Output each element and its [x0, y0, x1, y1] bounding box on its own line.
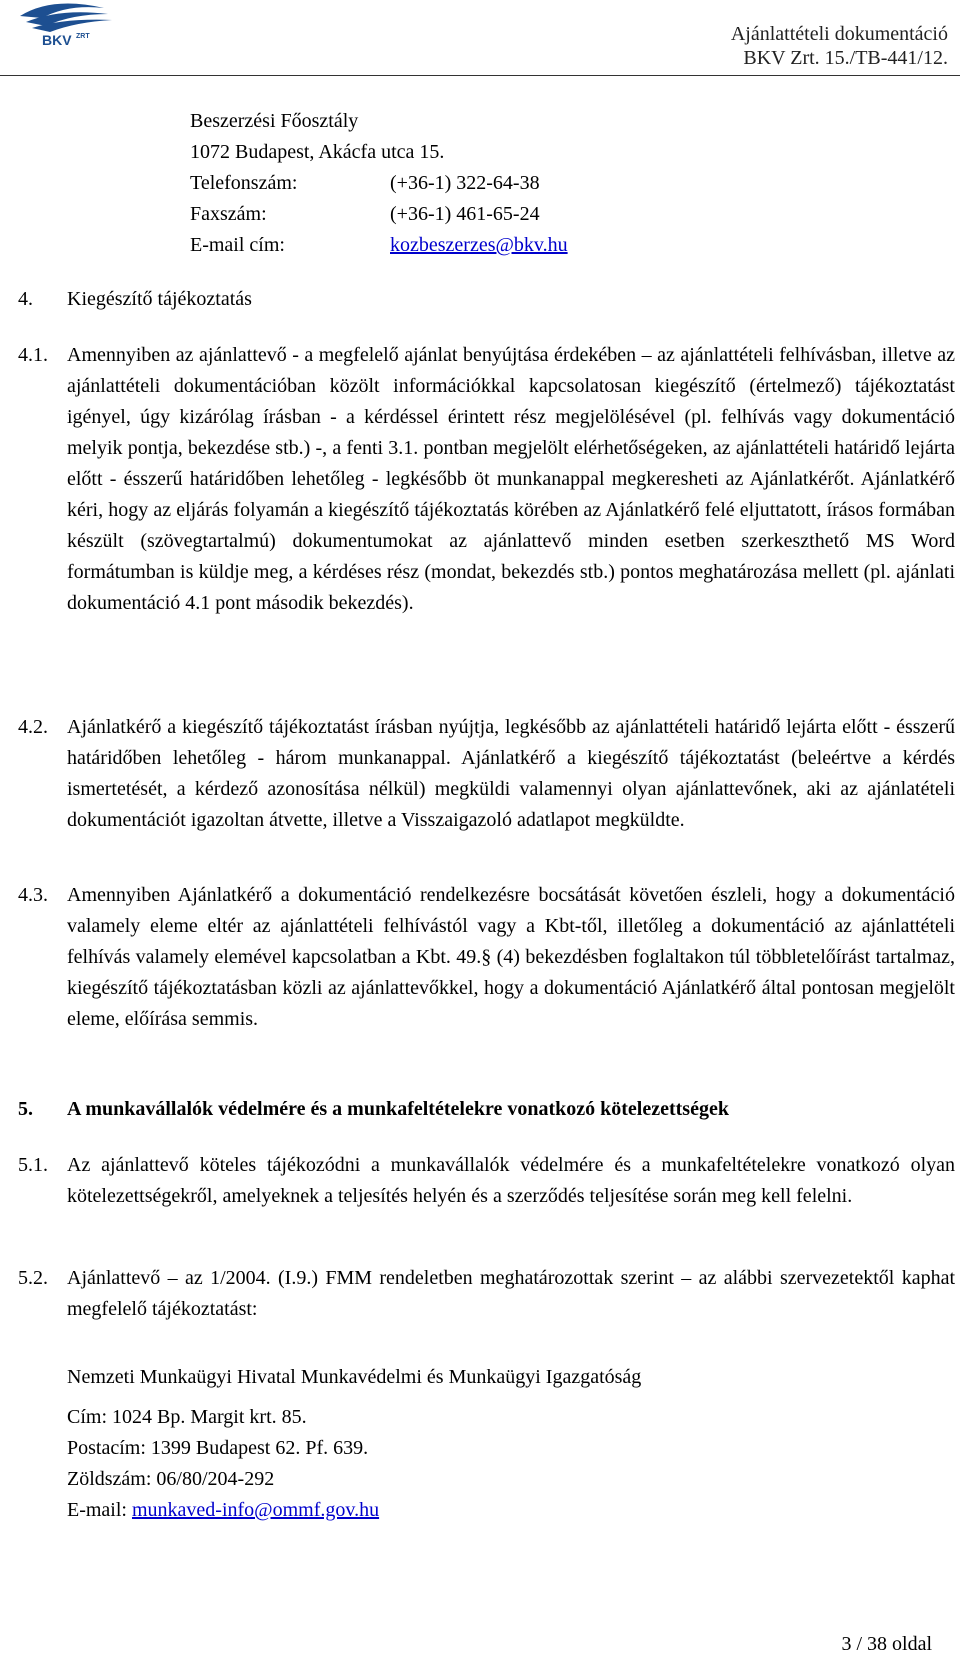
organization-details [67, 1402, 379, 1526]
header-reference [731, 22, 948, 70]
organization-green-number: Zöldszám: 06/80/204-292 [67, 1468, 275, 1490]
paragraph-text: Ajánlatkérő a kiegészítő tájékoztatást írásban nyújtja, legkésőbb az ajánlattételi határidő lejárta előtt - ésszerű határidőben lehetőleg - három munkanappal. Ajánlatkérő a kiegészítő tájékoztatást (beleértve a kérdés ismertetését, a kérdező azonosítása nélkül) megküldi valamennyi olyan ajánlattevőnek, aki az ajánlatételi dokumentációt igazoltan átvette, illetve a Visszaigazoló adatlapot megküldte. [67, 716, 955, 831]
paragraph-text: Amennyiben az ajánlattevő - a megfelelő ajánlat benyújtása érdekében – az ajánlattételi felhívásban, illetve az ajánlattételi dokumentációban közölt információkkal kapcsolatosan kiegészítő (értelmező) tájékoztatást igényel, úgy kizárólag írásban - a kérdéssel érintett rész megjelölésével (pl. felhívás vagy dokumentáció melyik pontja, bekezdése stb.) -, a fenti 3.1. pontban megjelölt elérhetőségeken, az ajánlattételi határidő lejárta előtt - ésszerű határidőben lehetőleg - legkésőbb öt munkanappal megkeresheti az Ajánlatkérőt. Ajánlatkérő kéri, hogy az eljárás folyamán a kiegészítő tájékoztatás körében az Ajánlatkérő felé eljuttatott, írásos formában készült (szövegtartalmú) dokumentumokat az ajánlattevő minden esetben szerkeszthető MS Word formátumban is küldje meg, a kérdéses rész (mondat, bekezdés stb.) pontos meghatározása mellett (pl. ajánlati dokumentáció 4.1 pont második bekezdés). [67, 344, 955, 614]
organization-email-label: E-mail: [67, 1499, 127, 1521]
fax-row [190, 199, 568, 230]
page-number: 3 / 38 oldal [841, 1633, 932, 1655]
section-number: 5. [18, 1098, 33, 1120]
email-label: E-mail cím: [190, 234, 285, 256]
paragraph-text: Amennyiben Ajánlatkérő a dokumentáció rendelkezésre bocsátását követően észleli, hogy a dokumentáció valamely eleme eltér az ajánlattételi felhívástól vagy a Kbt-től, illetőleg a dokumentáció az ajánlattételi felhívás valamely elemével kapcsolatban a Kbt. 49.§ (4) bekezdésben foglaltakon túl többletelőírást tartalmaz, kiegészítő tájékoztatásban közli az ajánlattevőkkel, hogy a dokumentáció Ajánlatkérő által pontosan megjelölt eleme, előírása semmis. [67, 884, 955, 1030]
doc-title: Ajánlattételi dokumentáció [730, 23, 948, 45]
svg-text:BKV: BKV [42, 32, 72, 48]
paragraph-number: 4.2. [18, 716, 48, 738]
paragraph-text: Az ajánlattevő köteles tájékozódni a munkavállalók védelmére és a munkafeltételekre vonatkozó olyan kötelezettségekről, amelyeknek a teljesítés helyén és a szerződés teljesítése során meg kell felelni. [67, 1154, 955, 1207]
paragraph-number: 4.3. [18, 884, 48, 906]
phone-row [190, 168, 568, 199]
section-title: A munkavállalók védelmére és a munkafeltételekre vonatkozó kötelezettségek [67, 1098, 729, 1120]
paragraph-number: 5.1. [18, 1154, 48, 1176]
organization-name: Nemzeti Munkaügyi Hivatal Munkavédelmi és Munkaügyi Igazgatóság [67, 1366, 642, 1388]
organization-email-row [67, 1495, 379, 1526]
organization-postal: Postacím: 1399 Budapest 62. Pf. 639. [67, 1437, 369, 1459]
organization-address: Cím: 1024 Bp. Margit krt. 85. [67, 1406, 307, 1428]
organization-email-link[interactable]: munkaved-info@ommf.gov.hu [131, 1499, 380, 1521]
phone-value: (+36-1) 322-64-38 [390, 172, 540, 194]
contact-block [190, 106, 568, 261]
svg-text:ZRT: ZRT [76, 33, 90, 40]
section-title: Kiegészítő tájékoztatás [67, 288, 252, 310]
bkv-logo [12, 0, 120, 50]
paragraph-number: 4.1. [18, 344, 48, 366]
email-link[interactable]: kozbeszerzes@bkv.hu [390, 234, 568, 256]
department: Beszerzési Főosztály [190, 110, 359, 132]
doc-ref: BKV Zrt. 15./TB-441/12. [743, 47, 948, 69]
page-header [0, 0, 960, 78]
phone-label: Telefonszám: [190, 172, 298, 194]
fax-value: (+36-1) 461-65-24 [390, 203, 540, 225]
bkv-logo-icon [12, 0, 120, 50]
paragraph-number: 5.2. [18, 1267, 48, 1289]
address: 1072 Budapest, Akácfa utca 15. [190, 141, 445, 163]
email-row [190, 230, 568, 261]
header-divider [0, 75, 960, 76]
paragraph-text: Ajánlattevő – az 1/2004. (I.9.) FMM rendeletben meghatározottak szerint – az alábbi szervezetektől kaphat megfelelő tájékoztatást: [67, 1267, 955, 1320]
section-number: 4. [18, 288, 33, 310]
fax-label: Faxszám: [190, 203, 267, 225]
